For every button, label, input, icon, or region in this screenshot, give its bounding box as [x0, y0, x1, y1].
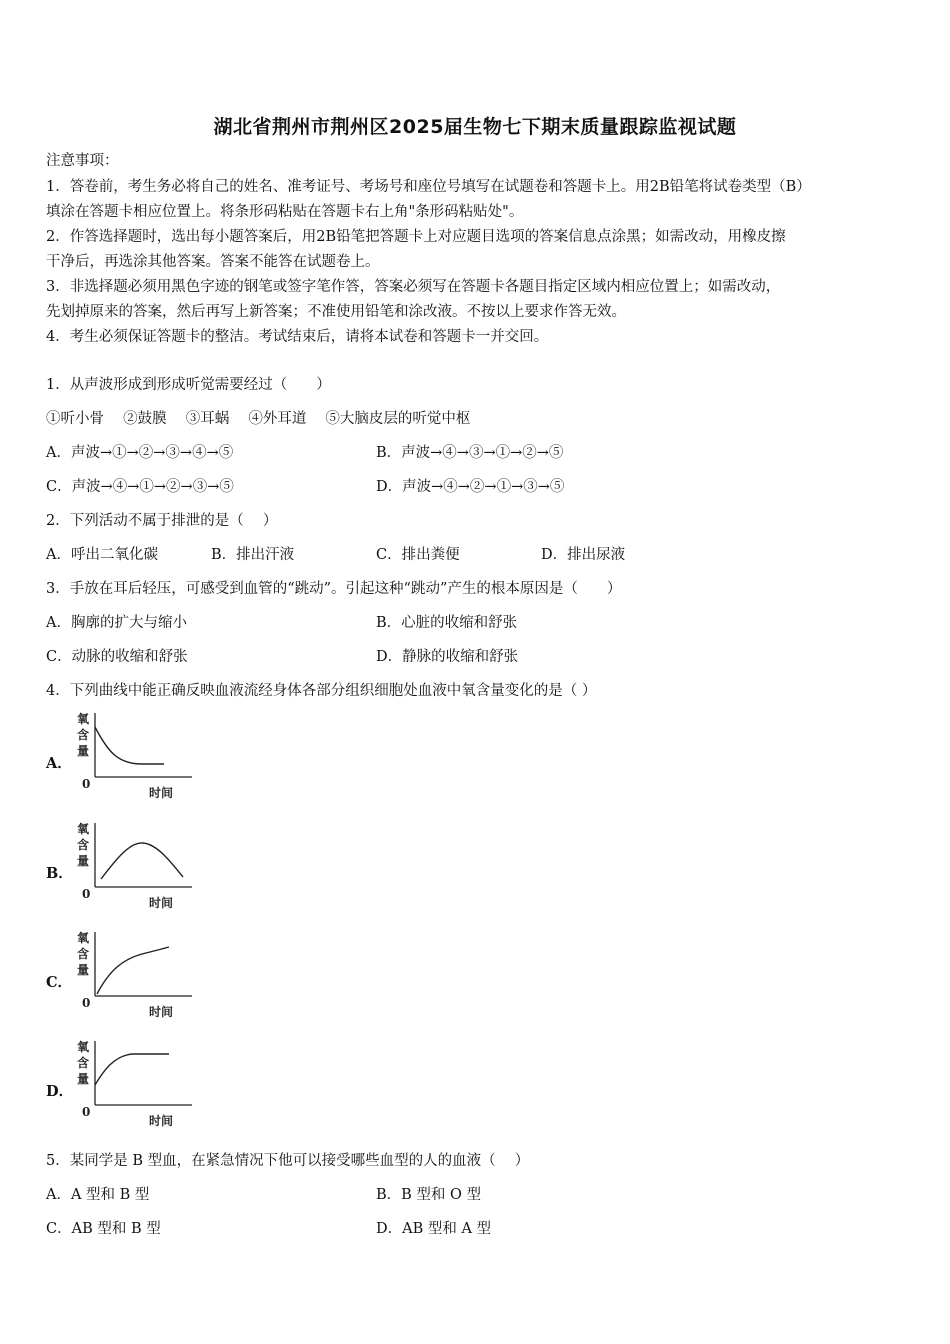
ylabel-char: 含 [77, 838, 90, 852]
origin-label: 0 [82, 777, 91, 791]
question-1-option-b: B．声波→④→③→①→②→⑤ [376, 445, 564, 461]
question-4-graph-c [72, 927, 202, 1023]
origin-label: 0 [82, 1105, 91, 1119]
notice-line: 干净后，再选涂其他答案。答案不能答在试题卷上。 [46, 254, 380, 270]
question-4-option-d-label: D． [46, 1083, 74, 1100]
question-2-option-c: C．排出粪便 [376, 547, 460, 563]
question-4-graph-b [72, 818, 202, 914]
question-1-items: ①听小骨 ②鼓膜 ③耳蜗 ④外耳道 ⑤大脑皮层的听觉中枢 [46, 411, 471, 427]
notice-heading: 注意事项： [46, 153, 119, 169]
question-3-option-a: A．胸廓的扩大与缩小 [46, 615, 187, 631]
question-3-stem: 3．手放在耳后轻压，可感受到血管的“跳动”。引起这种“跳动”产生的根本原因是（ ） [46, 581, 622, 597]
question-1-option-c: C．声波→④→①→②→③→⑤ [46, 479, 234, 495]
question-5-option-a: A．A 型和 B 型 [46, 1187, 150, 1203]
xlabel: 时间 [149, 1005, 174, 1019]
ylabel-char: 量 [77, 963, 90, 977]
curve-line [101, 843, 183, 879]
notice-line: 4．考生必须保证答题卡的整洁。考试结束后，请将本试卷和答题卡一并交回。 [46, 329, 549, 345]
question-2-stem: 2．下列活动不属于排泄的是（ ） [46, 513, 278, 529]
question-4-option-c-label: C． [46, 974, 73, 991]
notice-line: 1．答卷前，考生务必将自己的姓名、准考证号、考场号和座位号填写在试题卷和答题卡上。用2B铅笔将试卷类型（B） [46, 179, 811, 195]
ylabel-char: 含 [77, 1056, 90, 1070]
ylabel-char: 量 [77, 854, 90, 868]
question-4-stem: 4．下列曲线中能正确反映血液流经身体各部分组织细胞处血液中氧含量变化的是（ ） [46, 683, 597, 699]
question-2-option-d: D．排出尿液 [541, 547, 626, 563]
ylabel-char: 含 [77, 947, 90, 961]
ylabel-char: 氧 [77, 822, 90, 836]
question-5-option-c: C．AB 型和 B 型 [46, 1221, 161, 1237]
question-1-option-d: D．声波→④→②→①→③→⑤ [376, 479, 565, 495]
question-4-option-a-label: A． [46, 755, 72, 772]
question-1-option-a: A．声波→①→②→③→④→⑤ [46, 445, 234, 461]
ylabel-char: 氧 [77, 712, 90, 726]
ylabel-char: 氧 [77, 931, 90, 945]
question-4-graph-a [72, 708, 202, 804]
question-2-option-a: A．呼出二氧化碳 [46, 547, 158, 563]
question-3-option-c: C．动脉的收缩和舒张 [46, 649, 188, 665]
question-1-stem: 1．从声波形成到形成听觉需要经过（ ） [46, 377, 331, 393]
question-4-graph-d [72, 1036, 202, 1132]
question-3-option-d: D．静脉的收缩和舒张 [376, 649, 519, 665]
origin-label: 0 [82, 996, 91, 1010]
curve-line [97, 947, 169, 994]
ylabel-char: 量 [77, 1072, 90, 1086]
question-2-option-b: B．排出汗液 [211, 547, 295, 563]
ylabel-char: 氧 [77, 1040, 90, 1054]
xlabel: 时间 [149, 1114, 174, 1128]
notice-line: 3．非选择题必须用黑色字迹的钢笔或签字笔作答，答案必须写在答题卡各题目指定区域内相应位置上；如需改动， [46, 279, 781, 295]
question-5-option-b: B．B 型和 O 型 [376, 1187, 482, 1203]
origin-label: 0 [82, 887, 91, 901]
ylabel-char: 含 [77, 728, 90, 742]
question-5-option-d: D．AB 型和 A 型 [376, 1221, 492, 1237]
notice-line: 先划掉原来的答案，然后再写上新答案；不准使用铅笔和涂改液。不按以上要求作答无效。 [46, 304, 626, 320]
curve-line [95, 727, 164, 764]
ylabel-char: 量 [77, 744, 90, 758]
question-5-stem: 5．某同学是 B 型血，在紧急情况下他可以接受哪些血型的人的血液（ ） [46, 1153, 530, 1169]
question-4-option-b-label: B． [46, 865, 73, 882]
xlabel: 时间 [149, 896, 174, 910]
notice-line: 填涂在答题卡相应位置上。将条形码粘贴在答题卡右上角"条形码粘贴处"。 [46, 204, 524, 220]
xlabel: 时间 [149, 786, 174, 800]
curve-line [95, 1054, 169, 1085]
question-3-option-b: B．心脏的收缩和舒张 [376, 615, 518, 631]
page-title: 湖北省荆州市荆州区2025届生物七下期末质量跟踪监视试题 [213, 116, 737, 138]
notice-line: 2．作答选择题时，选出每小题答案后，用2B铅笔把答题卡上对应题目选项的答案信息点涂黑；如需改动，用橡皮擦 [46, 229, 786, 245]
